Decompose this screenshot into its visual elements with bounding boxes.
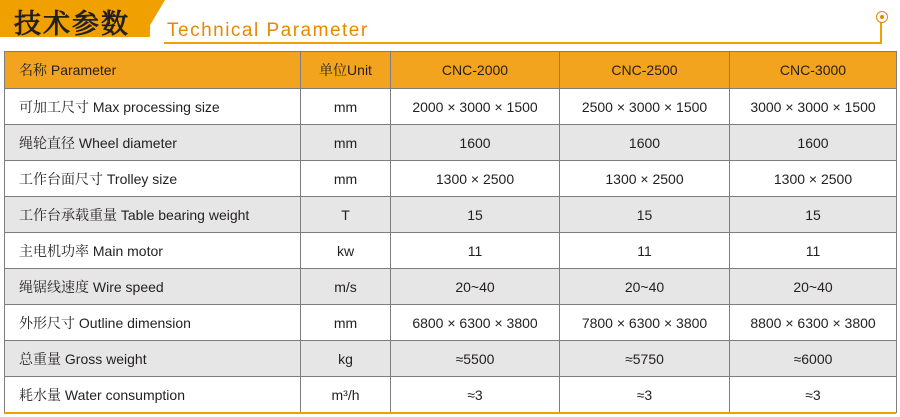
row-parameter-name: 可加工尺寸 Max processing size <box>5 89 301 125</box>
title-english: Technical Parameter <box>167 20 369 41</box>
bottom-rule <box>4 412 896 414</box>
title-banner <box>0 0 150 40</box>
row-value-cnc-3000: 8800 × 6300 × 3800 <box>730 305 897 341</box>
target-circle-icon <box>876 11 888 23</box>
row-parameter-name: 绳锯线速度 Wire speed <box>5 269 301 305</box>
row-value-cnc-3000: 20~40 <box>730 269 897 305</box>
row-value-cnc-2500: ≈3 <box>560 377 730 413</box>
row-unit: mm <box>301 161 391 197</box>
row-value-cnc-3000: 11 <box>730 233 897 269</box>
column-header-unit: 单位Unit <box>301 52 391 89</box>
row-value-cnc-3000: 3000 × 3000 × 1500 <box>730 89 897 125</box>
table-row <box>5 341 897 377</box>
row-value-cnc-2000: 1600 <box>391 125 560 161</box>
title-banner-tail <box>143 0 165 37</box>
row-value-cnc-2000: 2000 × 3000 × 1500 <box>391 89 560 125</box>
row-parameter-name: 工作台承载重量 Table bearing weight <box>5 197 301 233</box>
row-unit: m³/h <box>301 377 391 413</box>
row-value-cnc-3000: ≈6000 <box>730 341 897 377</box>
table-row <box>5 161 897 197</box>
row-unit: T <box>301 197 391 233</box>
row-value-cnc-3000: 15 <box>730 197 897 233</box>
row-value-cnc-2500: ≈5750 <box>560 341 730 377</box>
row-value-cnc-2500: 15 <box>560 197 730 233</box>
row-value-cnc-2500: 1300 × 2500 <box>560 161 730 197</box>
row-value-cnc-2500: 2500 × 3000 × 1500 <box>560 89 730 125</box>
row-unit: m/s <box>301 269 391 305</box>
row-value-cnc-2500: 7800 × 6300 × 3800 <box>560 305 730 341</box>
row-parameter-name: 总重量 Gross weight <box>5 341 301 377</box>
row-parameter-name: 工作台面尺寸 Trolley size <box>5 161 301 197</box>
row-value-cnc-2500: 1600 <box>560 125 730 161</box>
row-value-cnc-3000: ≈3 <box>730 377 897 413</box>
row-unit: mm <box>301 305 391 341</box>
row-unit: kw <box>301 233 391 269</box>
section-header <box>0 0 900 44</box>
row-value-cnc-2500: 20~40 <box>560 269 730 305</box>
table-row <box>5 305 897 341</box>
column-header-parameter: 名称 Parameter <box>5 52 301 89</box>
row-parameter-name: 绳轮直径 Wheel diameter <box>5 125 301 161</box>
column-header-cnc-2500: CNC-2500 <box>560 52 730 89</box>
table-row <box>5 197 897 233</box>
row-value-cnc-2000: ≈5500 <box>391 341 560 377</box>
row-value-cnc-3000: 1300 × 2500 <box>730 161 897 197</box>
row-unit: mm <box>301 125 391 161</box>
row-parameter-name: 外形尺寸 Outline dimension <box>5 305 301 341</box>
table-row <box>5 269 897 305</box>
table-row <box>5 89 897 125</box>
parameter-table <box>4 51 897 413</box>
header-rule <box>164 42 880 44</box>
row-unit: kg <box>301 341 391 377</box>
row-value-cnc-2000: 1300 × 2500 <box>391 161 560 197</box>
row-value-cnc-2500: 11 <box>560 233 730 269</box>
row-value-cnc-2000: ≈3 <box>391 377 560 413</box>
row-value-cnc-3000: 1600 <box>730 125 897 161</box>
row-value-cnc-2000: 20~40 <box>391 269 560 305</box>
table-header-row <box>5 52 897 89</box>
title-chinese: 技术参数 <box>14 9 130 40</box>
row-value-cnc-2000: 15 <box>391 197 560 233</box>
table-row <box>5 125 897 161</box>
row-value-cnc-2000: 11 <box>391 233 560 269</box>
table-row <box>5 377 897 413</box>
column-header-cnc-2000: CNC-2000 <box>391 52 560 89</box>
column-header-cnc-3000: CNC-3000 <box>730 52 897 89</box>
row-value-cnc-2000: 6800 × 6300 × 3800 <box>391 305 560 341</box>
table-row <box>5 233 897 269</box>
row-parameter-name: 主电机功率 Main motor <box>5 233 301 269</box>
row-unit: mm <box>301 89 391 125</box>
row-parameter-name: 耗水量 Water consumption <box>5 377 301 413</box>
